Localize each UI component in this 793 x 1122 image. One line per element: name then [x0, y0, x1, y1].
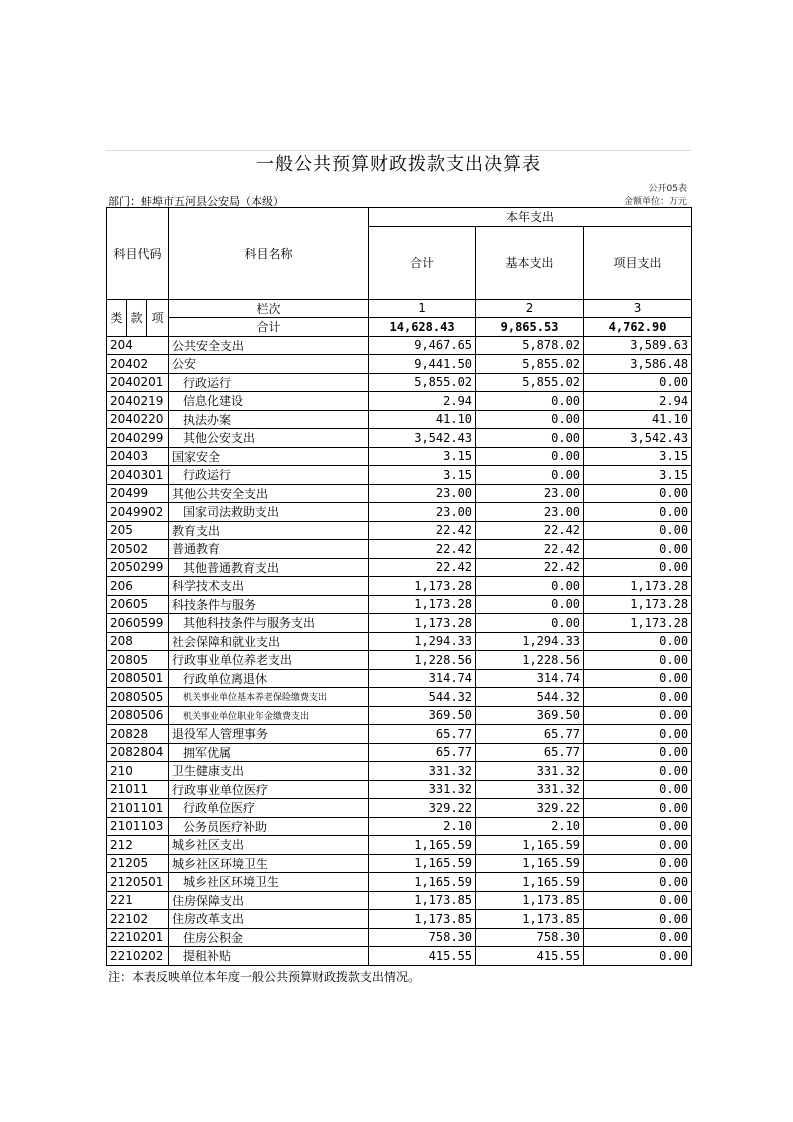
- row-name: 行政运行: [169, 373, 369, 392]
- row-code: 212: [107, 836, 169, 855]
- table-row: [107, 836, 692, 855]
- row-project: 0.00: [584, 558, 692, 577]
- header-kuan: 款: [127, 299, 147, 336]
- row-total: 3.15: [369, 466, 476, 485]
- row-total: 5,855.02: [369, 373, 476, 392]
- header-project: 项目支出: [584, 226, 692, 299]
- row-basic: 0.00: [476, 466, 584, 485]
- table-row: [107, 577, 692, 596]
- department-label: 部门：蚌埠市五河县公安局（本级）: [108, 195, 284, 208]
- header-year-spending: 本年支出: [369, 208, 692, 227]
- row-name: 城乡社区环境卫生: [169, 854, 369, 873]
- row-name: 执法办案: [169, 410, 369, 429]
- row-code: 20605: [107, 595, 169, 614]
- row-total: 331.32: [369, 762, 476, 781]
- row-basic: 0.00: [476, 595, 584, 614]
- row-project: 0.00: [584, 706, 692, 725]
- row-code: 2080506: [107, 706, 169, 725]
- row-name: 其他公安支出: [169, 429, 369, 448]
- column-number-row: [107, 299, 692, 318]
- row-basic: 314.74: [476, 669, 584, 688]
- row-code: 22102: [107, 910, 169, 929]
- row-basic: 22.42: [476, 540, 584, 559]
- row-basic: 5,855.02: [476, 373, 584, 392]
- row-total: 22.42: [369, 521, 476, 540]
- row-name: 公务员医疗补助: [169, 817, 369, 836]
- row-project: 3.15: [584, 447, 692, 466]
- row-project: 0.00: [584, 799, 692, 818]
- row-project: 3,589.63: [584, 336, 692, 355]
- table-row: [107, 558, 692, 577]
- row-project: 0.00: [584, 780, 692, 799]
- row-project: 0.00: [584, 873, 692, 892]
- row-name: 机关事业单位基本养老保险缴费支出: [169, 688, 369, 707]
- row-name: 拥军优属: [169, 743, 369, 762]
- header-col2: 2: [476, 299, 584, 318]
- row-code: 2101103: [107, 817, 169, 836]
- row-basic: 329.22: [476, 799, 584, 818]
- row-project: 41.10: [584, 410, 692, 429]
- row-name: 退役军人管理事务: [169, 725, 369, 744]
- table-row: [107, 447, 692, 466]
- row-name: 城乡社区支出: [169, 836, 369, 855]
- row-code: 20502: [107, 540, 169, 559]
- header-lei: 类: [107, 299, 127, 336]
- row-total: 415.55: [369, 947, 476, 966]
- row-name: 卫生健康支出: [169, 762, 369, 781]
- row-total: 314.74: [369, 669, 476, 688]
- row-name: 机关事业单位职业年金缴费支出: [169, 706, 369, 725]
- row-basic: 65.77: [476, 743, 584, 762]
- row-code: 20402: [107, 355, 169, 374]
- row-total: 2.94: [369, 392, 476, 411]
- row-code: 205: [107, 521, 169, 540]
- row-basic: 23.00: [476, 503, 584, 522]
- row-project: 0.00: [584, 854, 692, 873]
- row-basic: 1,165.59: [476, 836, 584, 855]
- row-basic: 22.42: [476, 558, 584, 577]
- table-row: [107, 854, 692, 873]
- row-project: 0.00: [584, 651, 692, 670]
- row-code: 204: [107, 336, 169, 355]
- row-code: 2060599: [107, 614, 169, 633]
- row-total: 2.10: [369, 817, 476, 836]
- row-name: 社会保障和就业支出: [169, 632, 369, 651]
- row-total: 1,173.85: [369, 910, 476, 929]
- row-name: 行政单位医疗: [169, 799, 369, 818]
- table-row: [107, 429, 692, 448]
- row-code: 2040219: [107, 392, 169, 411]
- grand-total-total: 14,628.43: [369, 318, 476, 337]
- row-total: 331.32: [369, 780, 476, 799]
- table-row: [107, 725, 692, 744]
- row-project: 0.00: [584, 484, 692, 503]
- table-row: [107, 891, 692, 910]
- table-row: [107, 762, 692, 781]
- row-total: 1,228.56: [369, 651, 476, 670]
- table-row: [107, 873, 692, 892]
- row-code: 20499: [107, 484, 169, 503]
- row-project: 0.00: [584, 725, 692, 744]
- header-col3: 3: [584, 299, 692, 318]
- row-project: 0.00: [584, 947, 692, 966]
- row-project: 0.00: [584, 669, 692, 688]
- table-row: [107, 817, 692, 836]
- row-name: 公安: [169, 355, 369, 374]
- row-basic: 2.10: [476, 817, 584, 836]
- row-basic: 5,878.02: [476, 336, 584, 355]
- row-project: 0.00: [584, 928, 692, 947]
- row-total: 1,173.28: [369, 577, 476, 596]
- row-code: 2049902: [107, 503, 169, 522]
- row-name: 其他公共安全支出: [169, 484, 369, 503]
- row-total: 369.50: [369, 706, 476, 725]
- row-code: 2101101: [107, 799, 169, 818]
- table-note: 注：本表反映单位本年度一般公共预算财政拨款支出情况。: [108, 969, 421, 984]
- row-code: 2040301: [107, 466, 169, 485]
- row-name: 行政事业单位医疗: [169, 780, 369, 799]
- row-basic: 22.42: [476, 521, 584, 540]
- row-project: 3,542.43: [584, 429, 692, 448]
- row-project: 0.00: [584, 521, 692, 540]
- row-basic: 0.00: [476, 392, 584, 411]
- row-basic: 1,173.85: [476, 910, 584, 929]
- row-code: 2082804: [107, 743, 169, 762]
- header-name: 科目名称: [169, 208, 369, 300]
- row-basic: 23.00: [476, 484, 584, 503]
- row-project: 1,173.28: [584, 595, 692, 614]
- row-project: 0.00: [584, 503, 692, 522]
- row-code: 20805: [107, 651, 169, 670]
- row-total: 23.00: [369, 503, 476, 522]
- row-name: 行政事业单位养老支出: [169, 651, 369, 670]
- table-row: [107, 706, 692, 725]
- row-total: 1,165.59: [369, 854, 476, 873]
- row-code: 20828: [107, 725, 169, 744]
- row-project: 0.00: [584, 688, 692, 707]
- row-total: 758.30: [369, 928, 476, 947]
- row-name: 国家司法救助支出: [169, 503, 369, 522]
- row-total: 1,165.59: [369, 836, 476, 855]
- row-project: 0.00: [584, 910, 692, 929]
- report-title: 一般公共预算财政拨款支出决算表: [106, 150, 691, 179]
- row-code: 2040220: [107, 410, 169, 429]
- row-project: 1,173.28: [584, 614, 692, 633]
- row-name: 国家安全: [169, 447, 369, 466]
- row-total: 65.77: [369, 725, 476, 744]
- row-total: 65.77: [369, 743, 476, 762]
- row-name: 公共安全支出: [169, 336, 369, 355]
- row-name: 科技条件与服务: [169, 595, 369, 614]
- row-project: 0.00: [584, 891, 692, 910]
- row-total: 9,441.50: [369, 355, 476, 374]
- header-total: 合计: [369, 226, 476, 299]
- table-row: [107, 410, 692, 429]
- row-basic: 1,165.59: [476, 873, 584, 892]
- row-code: 2120501: [107, 873, 169, 892]
- table-row: [107, 669, 692, 688]
- row-project: 0.00: [584, 762, 692, 781]
- row-project: 0.00: [584, 817, 692, 836]
- row-name: 其他普通教育支出: [169, 558, 369, 577]
- row-basic: 1,294.33: [476, 632, 584, 651]
- row-basic: 0.00: [476, 429, 584, 448]
- row-code: 210: [107, 762, 169, 781]
- table-row: [107, 928, 692, 947]
- row-project: 2.94: [584, 392, 692, 411]
- header-xiang: 项: [147, 299, 169, 336]
- row-project: 1,173.28: [584, 577, 692, 596]
- row-name: 住房改革支出: [169, 910, 369, 929]
- row-name: 其他科技条件与服务支出: [169, 614, 369, 633]
- table-row: [107, 540, 692, 559]
- row-project: 3.15: [584, 466, 692, 485]
- row-basic: 1,173.85: [476, 891, 584, 910]
- row-code: 2040299: [107, 429, 169, 448]
- header-basic: 基本支出: [476, 226, 584, 299]
- row-basic: 369.50: [476, 706, 584, 725]
- row-basic: 65.77: [476, 725, 584, 744]
- row-code: 21011: [107, 780, 169, 799]
- header-code: 科目代码: [107, 208, 169, 300]
- row-code: 2040201: [107, 373, 169, 392]
- table-row: [107, 688, 692, 707]
- row-code: 2050299: [107, 558, 169, 577]
- row-total: 23.00: [369, 484, 476, 503]
- table-row: [107, 614, 692, 633]
- row-name: 住房保障支出: [169, 891, 369, 910]
- row-basic: 331.32: [476, 780, 584, 799]
- expenditure-table: [106, 207, 692, 966]
- header-column-no: 栏次: [169, 299, 369, 318]
- table-row: [107, 373, 692, 392]
- table-row: [107, 466, 692, 485]
- table-row: [107, 632, 692, 651]
- row-project: 0.00: [584, 632, 692, 651]
- grand-total-basic: 9,865.53: [476, 318, 584, 337]
- row-project: 0.00: [584, 373, 692, 392]
- header-row-1: [107, 208, 692, 227]
- row-basic: 1,228.56: [476, 651, 584, 670]
- grand-total-project: 4,762.90: [584, 318, 692, 337]
- table-row: [107, 595, 692, 614]
- row-basic: 0.00: [476, 577, 584, 596]
- row-project: 0.00: [584, 540, 692, 559]
- row-name: 行政运行: [169, 466, 369, 485]
- row-basic: 0.00: [476, 410, 584, 429]
- table-row: [107, 521, 692, 540]
- row-basic: 331.32: [476, 762, 584, 781]
- row-code: 2210201: [107, 928, 169, 947]
- header-col1: 1: [369, 299, 476, 318]
- table-row: [107, 780, 692, 799]
- table-row: [107, 743, 692, 762]
- row-basic: 1,165.59: [476, 854, 584, 873]
- table-row: [107, 355, 692, 374]
- grand-total-label: 合计: [169, 318, 369, 337]
- row-name: 城乡社区环境卫生: [169, 873, 369, 892]
- row-total: 1,294.33: [369, 632, 476, 651]
- row-name: 信息化建设: [169, 392, 369, 411]
- row-total: 22.42: [369, 540, 476, 559]
- row-name: 提租补贴: [169, 947, 369, 966]
- table-row: [107, 947, 692, 966]
- row-basic: 415.55: [476, 947, 584, 966]
- row-project: 0.00: [584, 743, 692, 762]
- row-code: 2080501: [107, 669, 169, 688]
- table-row: [107, 336, 692, 355]
- row-code: 20403: [107, 447, 169, 466]
- row-total: 22.42: [369, 558, 476, 577]
- row-total: 329.22: [369, 799, 476, 818]
- unit-label: 金额单位：万元: [623, 197, 687, 207]
- row-total: 1,173.28: [369, 595, 476, 614]
- table-row: [107, 503, 692, 522]
- form-code: 公开05表: [648, 184, 687, 194]
- row-code: 2210202: [107, 947, 169, 966]
- row-name: 住房公积金: [169, 928, 369, 947]
- row-code: 206: [107, 577, 169, 596]
- row-total: 3,542.43: [369, 429, 476, 448]
- row-name: 普通教育: [169, 540, 369, 559]
- row-code: 208: [107, 632, 169, 651]
- row-project: 3,586.48: [584, 355, 692, 374]
- row-total: 41.10: [369, 410, 476, 429]
- row-basic: 5,855.02: [476, 355, 584, 374]
- row-total: 3.15: [369, 447, 476, 466]
- row-total: 544.32: [369, 688, 476, 707]
- row-code: 221: [107, 891, 169, 910]
- table-row: [107, 484, 692, 503]
- table-row: [107, 910, 692, 929]
- report-sheet: [106, 150, 691, 985]
- row-basic: 544.32: [476, 688, 584, 707]
- row-name: 教育支出: [169, 521, 369, 540]
- row-total: 1,173.85: [369, 891, 476, 910]
- row-code: 2080505: [107, 688, 169, 707]
- row-total: 9,467.65: [369, 336, 476, 355]
- row-basic: 0.00: [476, 447, 584, 466]
- table-row: [107, 651, 692, 670]
- row-total: 1,165.59: [369, 873, 476, 892]
- row-code: 21205: [107, 854, 169, 873]
- row-name: 行政单位离退休: [169, 669, 369, 688]
- row-basic: 0.00: [476, 614, 584, 633]
- row-total: 1,173.28: [369, 614, 476, 633]
- grand-total-row: [107, 318, 692, 337]
- report-meta: [106, 179, 691, 207]
- row-name: 科学技术支出: [169, 577, 369, 596]
- row-basic: 758.30: [476, 928, 584, 947]
- table-row: [107, 799, 692, 818]
- table-row: [107, 392, 692, 411]
- row-project: 0.00: [584, 836, 692, 855]
